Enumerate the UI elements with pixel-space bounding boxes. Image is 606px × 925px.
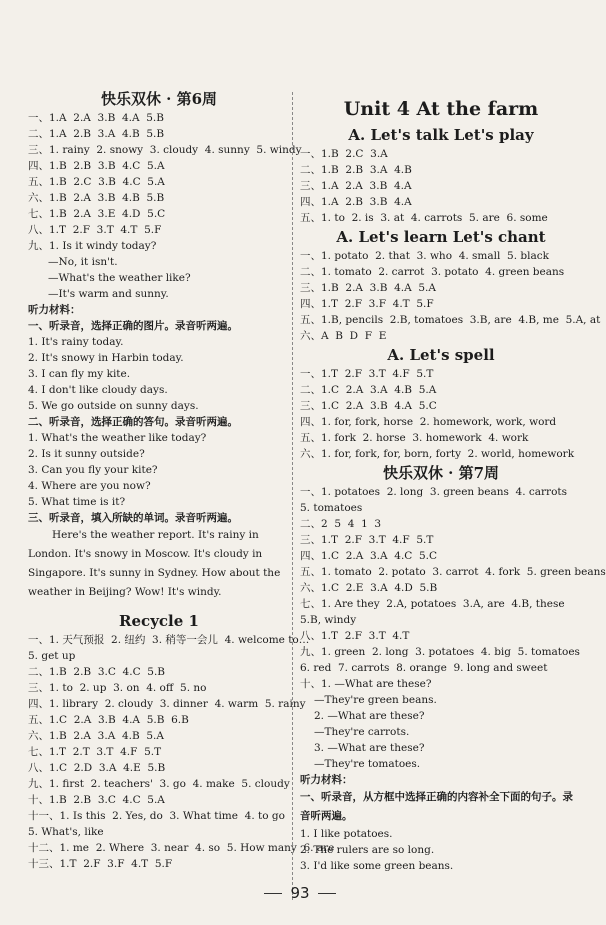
answer-line: 九、1. green 2. long 3. potatoes 4. big 5. tomatoes [300, 646, 580, 658]
answer-line: 十三、1.T 2.F 3.F 4.T 5.F [28, 858, 173, 870]
answer-line: 六、1.B 2.A 3.A 4.B 5.A [28, 730, 164, 742]
week7-title: 快乐双休 · 第7周 [382, 464, 500, 482]
script-line: 5. What time is it? [28, 496, 126, 508]
answer-line: 三、1. rainy 2. snowy 3. cloudy 4. sunny 5. windy [28, 144, 302, 156]
answer-line: 四、1.A 2.B 3.B 4.A [300, 196, 412, 208]
script-line: 1. What's the weather like today? [28, 432, 207, 444]
right-listening-part1-title: 一、听录音，从方框中选择正确的内容补全下面的句子。录音听两遍。 [300, 791, 573, 822]
weather-report-paragraph: Here's the weather report. It's rainy in London. It's snowy in Moscow. It's cloudy in Singapore. It's sunny in Sydney. How about the weather in Beijing? Wow! It's windy. [28, 529, 281, 598]
answer-line: 一、1. potatoes 2. long 3. green beans 4. carrots [300, 486, 568, 498]
page-number-value: 93 [290, 884, 310, 902]
answer-line: 八、1.T 2.F 3.T 4.T [300, 630, 410, 642]
answer-line: 一、1.B 2.C 3.A [300, 148, 388, 160]
script-line: 4. I don't like cloudy days. [28, 384, 168, 396]
dialog-line: 2. —What are these? [314, 710, 425, 722]
answer-line: 二、2 5 4 1 3 [300, 518, 382, 530]
answer-line: 六、1.B 2.A 3.B 4.B 5.B [28, 192, 165, 204]
script-line: 5. We go outside on sunny days. [28, 400, 199, 412]
section-lets-talk-title: A. Let's talk Let's play [348, 126, 534, 144]
script-line: 2. Is it sunny outside? [28, 448, 145, 460]
listening-label: 听力材料： [28, 304, 81, 316]
answer-line: 七、1.T 2.T 3.T 4.F 5.T [28, 746, 162, 758]
answer-line: 五、1.B 2.C 3.B 4.C 5.A [28, 176, 165, 188]
script-line: 1. I like potatoes. [300, 828, 393, 840]
column-divider [292, 92, 293, 900]
answer-line: 十、1. —What are these? [300, 678, 432, 690]
script-line: 3. I can fly my kite. [28, 368, 131, 380]
page-number-dash-right [318, 893, 336, 894]
answer-line: 一、1.T 2.F 3.T 4.F 5.T [300, 368, 434, 380]
answer-line: 5. get up [28, 650, 76, 662]
listening-part1 [28, 334, 290, 414]
answer-line: 二、1. tomato 2. carrot 3. potato 4. green beans [300, 266, 565, 278]
dialog-line: —They're green beans. [314, 694, 437, 706]
page-number-dash-left [264, 893, 282, 894]
answer-line: 三、1.A 2.A 3.B 4.A [300, 180, 412, 192]
answer-line: 八、1.T 2.F 3.T 4.T 5.F [28, 224, 162, 236]
right-listening-part1 [300, 826, 582, 874]
answer-line: 5. What's, like [28, 826, 104, 838]
script-line: 4. Where are you now? [28, 480, 151, 492]
section-lets-learn [300, 248, 601, 344]
week7-dialog [300, 692, 582, 772]
script-line: 1. It's rainy today. [28, 336, 124, 348]
section-lets-spell-title: A. Let's spell [387, 346, 495, 364]
answer-line: 二、1.B 2.B 3.A 4.B [300, 164, 412, 176]
dialog-line: —No, it isn't. [48, 256, 118, 268]
answer-line: 五、1. fork 2. horse 3. homework 4. work [300, 432, 529, 444]
answer-line: 二、1.B 2.B 3.C 4.C 5.B [28, 666, 166, 678]
answer-line: 七、1. Are they 2.A, potatoes 3.A, are 4.B, these [300, 598, 565, 610]
answer-line: 三、1. to 2. up 3. on 4. off 5. no [28, 682, 207, 694]
answer-line: 六、A B D F E [300, 330, 387, 342]
answer-line: 二、1.A 2.B 3.A 4.B 5.B [28, 128, 165, 140]
section-lets-talk [300, 146, 582, 226]
answer-line: 6. red 7. carrots 8. orange 9. long and sweet [300, 662, 548, 674]
right-column [300, 88, 606, 874]
answer-line: 十、1.B 2.B 3.C 4.C 5.A [28, 794, 165, 806]
answer-line: 四、1.C 2.A 3.A 4.C 5.C [300, 550, 438, 562]
right-listening-label: 听力材料： [300, 774, 353, 786]
dialog-line: —They're tomatoes. [314, 758, 421, 770]
section-lets-spell [300, 366, 582, 462]
listening-part1-title: 一、听录音，选择正确的图片。录音听两遍。 [28, 320, 238, 332]
answer-line: 三、1.B 2.A 3.B 4.A 5.A [300, 282, 436, 294]
answer-line: 九、1. first 2. teachers' 3. go 4. make 5. cloudy [28, 778, 290, 790]
answer-line: 四、1.B 2.B 3.B 4.C 5.A [28, 160, 165, 172]
answer-line: 三、1.C 2.A 3.B 4.A 5.C [300, 400, 437, 412]
answer-line: 五、1.C 2.A 3.B 4.A 5.B 6.B [28, 714, 189, 726]
page-number [0, 884, 600, 902]
answer-line: 5.B, windy [300, 614, 357, 626]
answer-line: 5. tomatoes [300, 502, 363, 514]
answer-line: 五、1.B, pencils 2.B, tomatoes 3.B, are 4.B, me 5.A, at [300, 314, 601, 326]
week6-answers [28, 110, 302, 254]
recycle-title: Recycle 1 [119, 612, 199, 630]
answer-line: 六、1.C 2.E 3.A 4.D 5.B [300, 582, 438, 594]
listening-part3-title: 三、听录音，填入所缺的单词。录音听两遍。 [28, 512, 238, 524]
dialog-line: —What's the weather like? [48, 272, 191, 284]
listening-part2-title: 二、听录音，选择正确的答句。录音听两遍。 [28, 416, 238, 428]
dialog-line: —They're carrots. [314, 726, 410, 738]
answer-line: 四、1. library 2. cloudy 3. dinner 4. warm 5. rainy [28, 698, 306, 710]
week6-title: 快乐双休 · 第6周 [100, 90, 218, 108]
script-line: 3. Can you fly your kite? [28, 464, 158, 476]
unit-title: Unit 4 At the farm [343, 98, 539, 120]
answer-line: 四、1. for, fork, horse 2. homework, work, word [300, 416, 557, 428]
answer-line: 二、1.C 2.A 3.A 4.B 5.A [300, 384, 437, 396]
listening-part2 [28, 430, 290, 510]
answer-line: 一、1. 天气预报 2. 纽约 3. 稍等一会儿 4. welcome to… [28, 634, 310, 646]
answer-line: 十一、1. Is this 2. Yes, do 3. What time 4. to go [28, 810, 285, 822]
answer-line: 三、1.T 2.F 3.T 4.F 5.T [300, 534, 434, 546]
answer-line: 五、1. to 2. is 3. at 4. carrots 5. are 6. some [300, 212, 548, 224]
answer-line: 八、1.C 2.D 3.A 4.E 5.B [28, 762, 166, 774]
answer-line: 五、1. tomato 2. potato 3. carrot 4. fork 5. green beans [300, 566, 606, 578]
answer-line: 七、1.B 2.A 3.E 4.D 5.C [28, 208, 166, 220]
week6-dialog [28, 254, 290, 302]
section-lets-learn-title: A. Let's learn Let's chant [336, 228, 546, 246]
dialog-line: —It's warm and sunny. [48, 288, 169, 300]
dialog-line: 3. —What are these? [314, 742, 425, 754]
week7-answers [300, 484, 606, 692]
answer-line: 六、1. for, fork, for, born, forty 2. world, homework [300, 448, 575, 460]
answer-line: 一、1.A 2.A 3.B 4.A 5.B [28, 112, 164, 124]
answer-line: 一、1. potato 2. that 3. who 4. small 5. black [300, 250, 549, 262]
script-line: 2. It's snowy in Harbin today. [28, 352, 184, 364]
answer-line: 十二、1. me 2. Where 3. near 4. so 5. How many 6. are [28, 842, 335, 854]
script-line: 3. I'd like some green beans. [300, 860, 454, 872]
answer-line: 九、1. Is it windy today? [28, 240, 157, 252]
script-line: 2. The rulers are so long. [300, 844, 435, 856]
answer-line: 四、1.T 2.F 3.F 4.T 5.F [300, 298, 434, 310]
